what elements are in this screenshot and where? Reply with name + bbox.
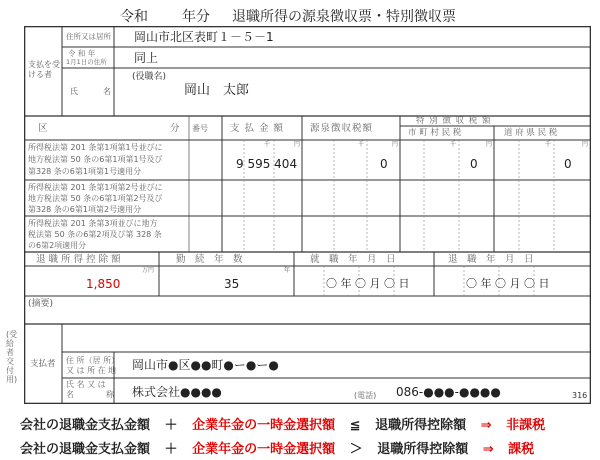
form-grid [24,26,591,404]
rule-nontaxable [20,414,555,433]
rule1-plus: ＋ [164,418,178,433]
unit-sen-ken: 千 [545,141,552,148]
header-bango: 番号 [192,124,208,133]
unit-en-gensen: 円 [392,141,399,148]
unit-en-ken: 円 [582,141,589,148]
payer-tel: 086-●●●-●●●● [396,385,501,399]
title-name: 退職所得の源泉徴収票・特別徴収票 [232,9,456,25]
rule2-result: 課税 [508,442,535,457]
row1-desc2: 地方税法第 50 条の6第1項第1号及び [28,155,163,164]
form-number: 316 [572,391,588,400]
unit-sen-gensen: 千 [358,141,365,148]
form-title [0,6,600,24]
row3-desc1: 所得税法第 201 条第3項並びに地方 [28,219,158,228]
header-shichoson: 市 町 村 民 税 [408,128,462,138]
row2-desc2: 地方税法第 50 条の6第1項第2号及び [28,194,163,203]
row1-desc3: 第328 条の6第1項第1号適用分 [28,167,142,176]
payer-name-label-1: 氏 名 又 は [66,380,106,389]
rule2-plus: ＋ [164,442,178,457]
jan1-address: 同上 [134,51,159,65]
years-label: 勤 続 年 数 [176,254,243,265]
payee-name: 岡山 太郎 [184,83,250,98]
header-bun: 分 [170,123,182,134]
withholding-slip [24,26,591,404]
rule1-company-amount: 会社の退職金支払金額 [20,418,151,433]
header-amount: 支 払 金 額 [230,123,285,134]
shushoku-date: 〇 年 〇 月 〇 日 [326,277,410,290]
name-label: 氏 名 [70,87,114,96]
row1-gensen: 0 [380,157,388,171]
address-label: 住所又は居所 [66,32,111,41]
row2-desc1: 所得税法第 201 条第1項第2号並びに [28,183,163,192]
deduction-label: 退 職 所 得 控 除 額 [36,254,121,265]
rule-taxable [20,438,544,457]
row1-dofuken: 0 [564,157,572,171]
unit-sen-shi: 千 [450,141,457,148]
unit-sen-amount: 千 [264,141,271,148]
payer-address-label-1: 住 所（居 所） [66,356,120,365]
rule2-pension-lump: 企業年金の一時金選択額 [192,442,336,457]
tekiyo-label: (摘要) [28,299,54,309]
payee-address: 岡山市北区表町１－５－1 [134,30,274,44]
row3-desc3: の6第2項適用分 [28,241,87,250]
jan1-label-2: 1月1日の住所 [66,58,107,66]
position-label: (役職名) [132,72,167,82]
rule2-arrow: ⇒ [482,442,494,457]
title-reiwa: 令和 [120,9,148,25]
recipient-note: (受給者交付用) [6,330,18,384]
payer-address: 岡山市●区●●町●ー●ー● [132,358,279,372]
payer-name: 株式会社●●●● [132,385,222,399]
shushoku-label: 就 職 年 月 日 [310,254,396,265]
payee-side-label: 支払を受ける者 [28,60,60,79]
rule2-deduction: 退職所得控除額 [377,442,469,457]
row2-desc3: 第328 条の6第1項第2号適用分 [28,205,142,214]
payer-address-label-2: 又 は 所 在 地 [66,366,117,375]
rule2-operator: ＞ [349,442,363,457]
header-gensen: 源泉徴収税額 [310,123,374,134]
taishoku-date: 〇 年 〇 月 〇 日 [466,277,550,290]
rule1-deduction: 退職所得控除額 [375,418,467,433]
payer-name-label-2: 名 称 [66,390,114,399]
row3-desc2: 税法第 50 条の6第2項及び第 328 条 [28,230,162,239]
years-unit: 年 [284,267,291,274]
row1-desc1: 所得税法第 201 条第1項第1号並びに [28,143,163,152]
rule1-operator: ≦ [349,418,361,433]
row1-amount: 9 595 404 [236,157,298,171]
header-kubun: 区 [38,123,50,134]
jan1-label-1: 令 和 年 [68,49,96,58]
unit-en-amount: 円 [294,141,301,148]
deduction-value: 1,850 [86,277,121,291]
rule2-company-amount: 会社の退職金支払金額 [20,442,151,457]
header-tokubetsu: 特 別 徴 収 税 額 [416,116,492,126]
header-dofuken: 道 府 県 民 税 [504,128,558,138]
years-value: 35 [224,277,240,291]
rule1-pension-lump: 企業年金の一時金選択額 [192,418,336,433]
rule1-result: 非課税 [506,418,546,433]
unit-en-shi: 円 [486,141,493,148]
tel-label: (電話) [354,391,377,400]
row1-shichoson: 0 [470,157,478,171]
rule1-arrow: ⇒ [480,418,492,433]
deduction-unit: 万円 [142,267,155,274]
taishoku-label: 退 職 年 月 日 [448,254,534,265]
title-nen: 年分 [182,9,210,25]
payer-side-label: 支払者 [30,359,56,369]
